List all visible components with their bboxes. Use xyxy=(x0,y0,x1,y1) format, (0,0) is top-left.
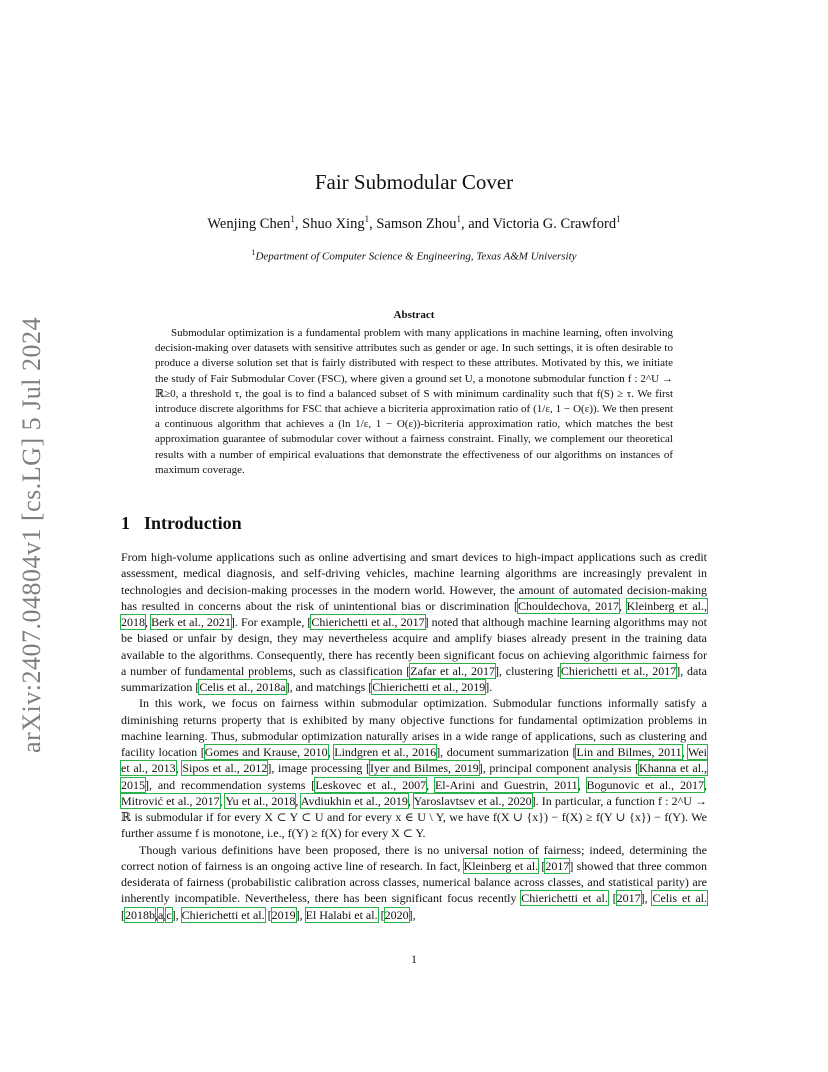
text-run: , xyxy=(681,745,688,759)
citation-link[interactable]: Chierichetti et al. xyxy=(181,907,265,922)
author-list: Wenjing Chen$^1$, Shuo Xing$^1$, Samson Zhou$^1$, and Victoria G. Crawford$^1$ xyxy=(207,214,621,232)
text-run: Though various definitions have been proposed, there is no universal notion of fairness; indeed, determining the correct notion of fairness is an ongoing active line of research. In fact, xyxy=(121,842,707,873)
paragraph xyxy=(121,549,707,695)
text-run: ], and recommendation systems [ xyxy=(145,777,316,792)
text-run: ]. In particular, a function f : 2^U → ℝ is submodular if for every X ⊂ Y ⊂ U and for every x ∈ U \ Y, we have f(X ∪ {x}) − f(X) ≥ f(Y ∪ {x}) − f(Y). We further assume f is monotone, i.e., f(Y) ≥ f(X) for every X ⊂ Y. xyxy=(121,793,707,841)
citation-link[interactable]: Chierichetti et al., 2017 xyxy=(560,663,677,678)
text-run: ]. xyxy=(485,680,493,694)
citation-link[interactable]: Gomes and Krause, 2010 xyxy=(204,745,328,759)
author-affiliation-mark: 1 xyxy=(364,214,370,224)
text-run: ], image processing [ xyxy=(267,761,371,776)
citation-link[interactable]: 2018b xyxy=(125,907,155,922)
text-run: ], principal component analysis [ xyxy=(478,761,640,776)
citation-link[interactable]: Yu et al., 2018 xyxy=(225,793,296,808)
citation-link[interactable]: 2017 xyxy=(616,891,641,906)
text-run: [ xyxy=(264,907,272,922)
citation-link[interactable]: Avdiukhin et al., 2019 xyxy=(300,793,408,808)
body-text xyxy=(121,549,707,923)
citation-link[interactable]: Celis et al., 2018a xyxy=(199,680,286,694)
affiliation xyxy=(0,248,828,263)
text-run: ], clustering [ xyxy=(494,663,561,678)
text-run: ]. For example, [ xyxy=(230,615,312,629)
citation-link[interactable]: Chierichetti et al., 2019 xyxy=(372,680,486,694)
text-run: In this work, we focus on fairness within submodular optimization. Submodular functions informally satisfy a diminishing returns property that is exhibited by many objective functions for fundamental optimization problems in machine learning. Thus, submodular optimization naturally arises in a wide range of applications, such as clustering and facility location [ xyxy=(121,696,707,759)
section-title: Introduction xyxy=(144,513,242,533)
citation-link[interactable]: Lindgren et al., 2016 xyxy=(334,745,437,759)
text-run: , xyxy=(407,793,414,808)
citation-link[interactable]: El Halabi et al. xyxy=(305,907,378,922)
citation-link[interactable]: Leskovec et al., 2007 xyxy=(315,777,427,792)
citation-link[interactable]: Lin and Bilmes, 2011 xyxy=(576,745,682,759)
citation-link[interactable]: Berk et al., 2021 xyxy=(151,615,231,629)
paragraph xyxy=(121,695,707,841)
author-name: Wenjing Chen xyxy=(207,215,291,232)
citation-link[interactable]: Iyer and Bilmes, 2019 xyxy=(370,761,479,776)
citation-link[interactable]: Sipos et al., 2012 xyxy=(182,761,268,776)
arxiv-id-text: arXiv:2407.04804v1 [cs.LG] 5 Jul 2024 xyxy=(17,317,46,753)
affiliation-text: Department of Computer Science & Engineering, Texas A&M University xyxy=(255,250,577,263)
text-run: ], xyxy=(408,907,416,922)
citation-link[interactable]: a xyxy=(158,907,164,922)
author-name: Victoria G. Crawford xyxy=(492,215,617,232)
author-affiliation-mark: 1 xyxy=(456,214,461,224)
citation-link[interactable]: Bogunovic et al., 2017 xyxy=(586,777,705,792)
citation-link[interactable]: c xyxy=(166,907,172,922)
citation-link[interactable]: Kleinberg et al. xyxy=(463,858,539,873)
author-name: Shuo Xing xyxy=(302,215,365,232)
citation-link[interactable]: El-Arini and Guestrin, 2011 xyxy=(434,777,578,792)
text-run: ], xyxy=(295,907,306,922)
citation-link[interactable]: Khanna et al., 2015 xyxy=(121,761,708,792)
text-run: ] showed that three common desiderata of fairness (probabilistic calibration across classes, numerical balance across classes, and statistical parity) are inherently incompatible. Nevertheless, there has been significant focus recently xyxy=(121,858,707,906)
citation-link[interactable]: 2017 xyxy=(545,858,570,873)
text-run: ], xyxy=(171,907,182,922)
author-affiliation-mark: 1 xyxy=(616,214,621,224)
citation-link[interactable]: Mitrović et al., 2017 xyxy=(121,793,220,808)
paragraph xyxy=(121,842,707,923)
text-run: , xyxy=(145,615,152,629)
citation-link[interactable]: Yaroslavtsev et al., 2020 xyxy=(413,793,532,808)
text-run: , xyxy=(577,777,587,792)
arxiv-sidebar-identifier xyxy=(12,300,52,770)
text-run: , xyxy=(327,745,335,759)
affiliation-mark: 1 xyxy=(251,248,256,257)
text-run: , xyxy=(219,793,226,808)
section-heading xyxy=(121,513,242,534)
citation-link[interactable]: 2020 xyxy=(384,907,409,922)
text-run: , xyxy=(175,761,183,776)
abstract-heading: Abstract xyxy=(393,309,435,321)
text-run: [ xyxy=(121,907,125,922)
text-run: , xyxy=(163,907,167,922)
text-run: [ xyxy=(377,907,385,922)
citation-link[interactable]: Celis et al. xyxy=(652,891,708,906)
text-run: [ xyxy=(607,891,617,906)
paper-title: Fair Submodular Cover xyxy=(314,170,514,194)
text-run: , xyxy=(618,598,627,613)
citation-link[interactable]: Chierichetti et al. xyxy=(521,891,608,906)
citation-link[interactable]: Chouldechova, 2017 xyxy=(518,598,619,613)
section-number: 1 xyxy=(121,513,130,533)
page-number: 1 xyxy=(411,952,417,966)
citation-link[interactable]: 2019 xyxy=(271,907,296,922)
citation-link[interactable]: Kleinberg et al., 2018 xyxy=(121,598,708,629)
text-run: ], and matchings [ xyxy=(285,680,373,694)
text-run: [ xyxy=(538,858,546,873)
text-run: ], xyxy=(640,891,653,906)
text-run: , xyxy=(704,777,708,792)
abstract-body: Submodular optimization is a fundamental problem with many applications in machine learning, often involving decision-making over datasets with sensitive attributes such as gender or age. In such settings, it is often desirable to produce a diverse solution set that is fairly distributed with respect to these attributes. Motivated by this, we initiate the study of Fair Submodular Cover (FSC), where given a ground set U, a monotone submodular function f : 2^U → ℝ≥0, a threshold τ, the goal is to find a balanced subset of S with minimum cardinality such that f(S) ≥ τ. We first introduce discrete algorithms for FSC that achieve a bicriteria approximation ratio of (1/ε, 1 − O(ε)). We then present a continuous algorithm that achieves a (ln 1/ε, 1 − O(ε))-bicriteria approximation ratio, which matches the best approximation guarantee of submodular cover without a fairness constraint. Finally, we complement our theoretical results with a number of empirical evaluations that demonstrate the effectiveness of our algorithms on instances of maximum coverage. xyxy=(155,327,673,476)
text-run: From high-volume applications such as online advertising and smart devices to high-impact applications such as credit assessment, medical diagnosis, and self-driving vehicles, machine learning algorithms are increasingly prevalent in technologies and decision-making processes in the modern world. However, the amount of automated decision-making has resulted in concerns about the risk of unintentional bias or discrimination [ xyxy=(121,550,707,613)
text-run: ], data summarization [ xyxy=(121,663,708,694)
citation-link[interactable]: Wei et al., 2013 xyxy=(121,745,707,776)
text-run: , xyxy=(155,907,158,922)
text-run: ] noted that although machine learning algorithms may not be biased or unfair by design, they may nevertheless acquire and amplify biases already present in the training data available to the algorithms. Consequently, there has recently been significant focus on achieving algorithmic fairness for a number of fundamental problems, such as classification [ xyxy=(121,615,707,678)
citation-link[interactable]: Zafar et al., 2017 xyxy=(410,663,495,678)
citation-link[interactable]: Chierichetti et al., 2017 xyxy=(311,615,425,629)
author-name: Samson Zhou xyxy=(376,215,457,232)
author-affiliation-mark: 1 xyxy=(290,214,295,224)
text-run: ], document summarization [ xyxy=(436,745,577,759)
text-run: , xyxy=(295,793,301,808)
text-run: , xyxy=(426,777,435,792)
